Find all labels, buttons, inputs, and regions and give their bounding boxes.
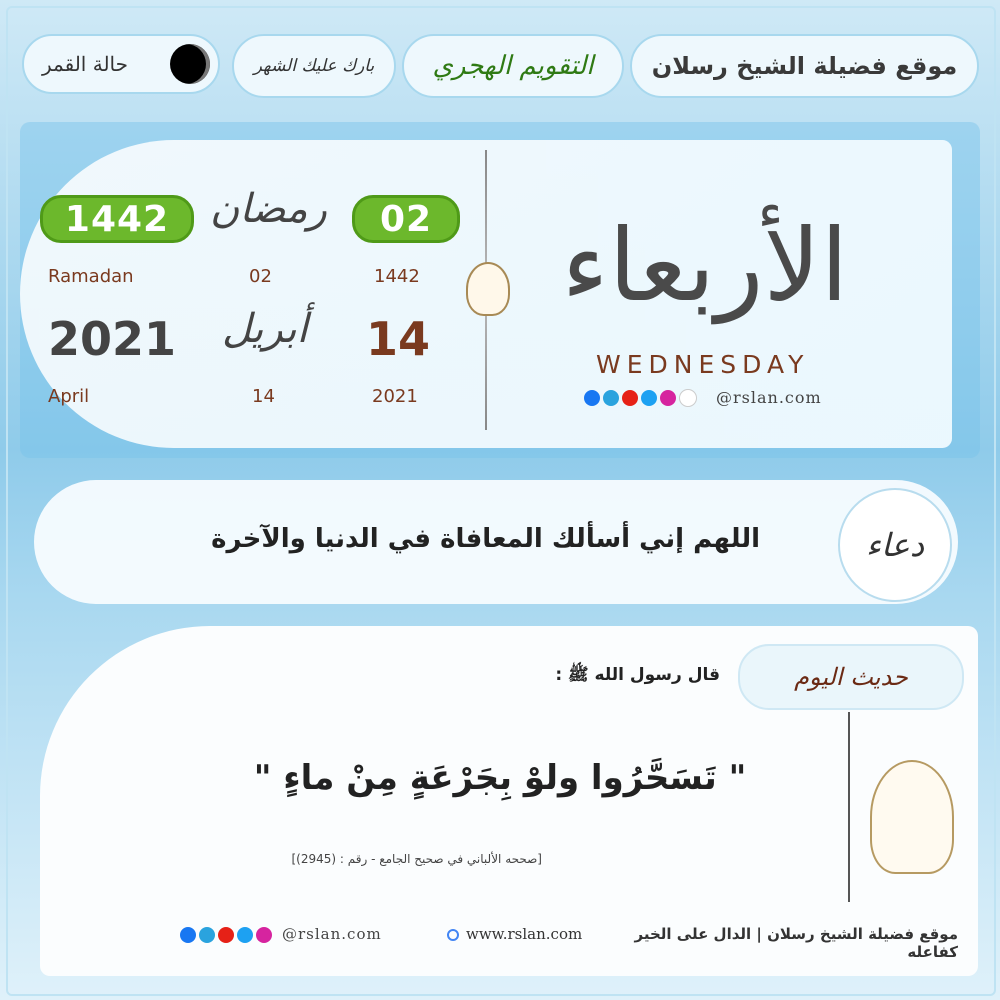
gregorian-day: 14 [366,312,431,366]
calendar-title: التقويم الهجري [432,51,594,81]
footer-website[interactable]: www.rslan.com [466,925,583,943]
hijri-month-num: 02 [249,266,272,287]
weekday-en: WEDNESDAY [596,350,810,379]
site-name: موقع فضيلة الشيخ رسلان [651,52,958,80]
footer-handle[interactable]: @rslan.com [282,925,382,943]
hijri-year-badge: 1442 [40,195,194,243]
hadith-tag: حديث اليوم [738,644,964,710]
telegram-icon[interactable] [199,927,215,943]
calligraphy-logo-icon [466,262,510,316]
hijri-day-badge: 02 [352,195,460,243]
footer-site-name: موقع فضيلة الشيخ رسلان | الدال على الخير كفاعله [634,925,958,961]
hadith-text: " تَسَحَّرُوا ولوْ بِجَرْعَةٍ مِنْ ماءٍ " [253,758,747,798]
hijri-month-en: Ramadan [48,266,134,287]
youtube-icon[interactable] [622,390,638,406]
google-icon[interactable] [679,389,697,407]
footer-social-icons [180,927,272,943]
facebook-icon[interactable] [584,390,600,406]
dua-text: اللهم إني أسألك المعافاة في الدنيا والآخرة [211,524,760,554]
social-icons [584,389,697,407]
facebook-icon[interactable] [180,927,196,943]
gregorian-year-small: 2021 [372,386,418,407]
instagram-icon[interactable] [660,390,676,406]
dua-title: دعاء [838,488,952,602]
greeting-pill[interactable] [232,34,396,98]
instagram-icon[interactable] [256,927,272,943]
twitter-icon[interactable] [641,390,657,406]
hijri-year-small: 1442 [374,266,420,287]
gregorian-day-small: 14 [252,386,275,407]
social-handle[interactable]: @rslan.com [716,388,822,407]
gregorian-month-ar: أبريل [222,306,308,352]
youtube-icon[interactable] [218,927,234,943]
site-name-pill[interactable] [630,34,979,98]
hadith-source: [صححه الألباني في صحيح الجامع - رقم : (2945)] [291,852,542,866]
hijri-calendar-pill[interactable] [402,34,624,98]
hadith-divider [848,712,850,902]
twitter-icon[interactable] [237,927,253,943]
weekday-ar: الأربعاء [561,206,849,324]
google-icon [446,928,460,942]
hijri-month-ar: رمضان [210,186,327,232]
moon-icon [170,44,210,84]
greeting-text: بارك عليك الشهر [253,56,375,76]
moon-label: حالة القمر [42,52,128,76]
moon-phase-pill[interactable] [22,34,220,94]
hadith-intro: قال رسول الله ﷺ : [555,665,720,685]
sheikh-logo-icon [870,760,954,874]
gregorian-year: 2021 [48,312,177,366]
gregorian-month-en: April [48,386,90,407]
telegram-icon[interactable] [603,390,619,406]
